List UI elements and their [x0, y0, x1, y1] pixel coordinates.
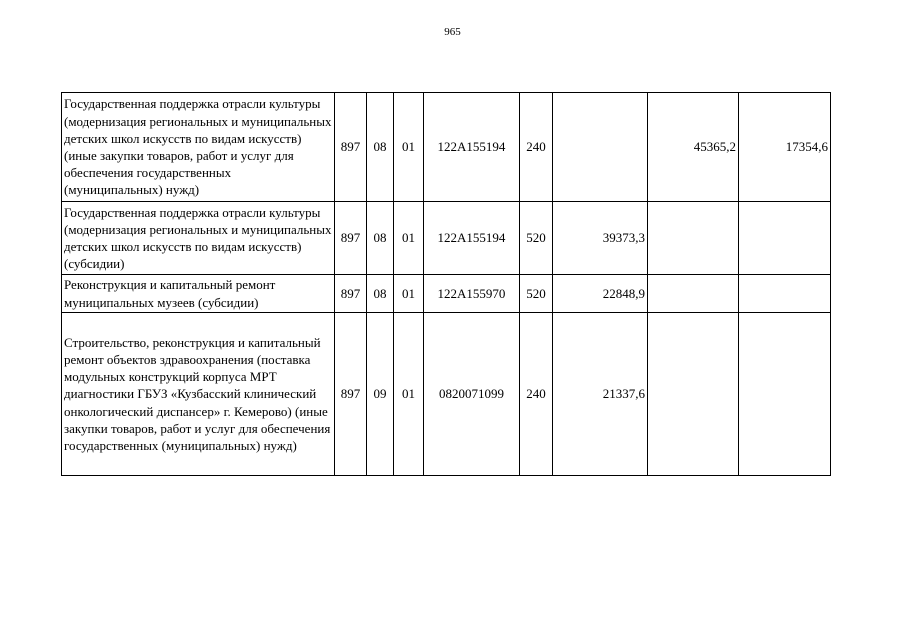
section-code: 08 [367, 202, 394, 275]
table-row [62, 93, 831, 202]
ministry-code: 897 [335, 275, 367, 313]
amount-cell: 45365,2 [648, 93, 739, 202]
amount-cell: 22848,9 [553, 275, 648, 313]
amount-cell [648, 313, 739, 476]
expense-type-code: 240 [520, 93, 553, 202]
target-article-code: 122A155970 [424, 275, 520, 313]
expense-type-code: 520 [520, 275, 553, 313]
amount-cell: 21337,6 [553, 313, 648, 476]
table-row [62, 313, 831, 476]
amount-cell [648, 275, 739, 313]
section-code: 08 [367, 275, 394, 313]
amount-cell [553, 93, 648, 202]
row-description: Реконструкция и капитальный ремонт муниципальных музеев (субсидии) [62, 275, 335, 313]
table-row [62, 275, 831, 313]
budget-table [61, 92, 831, 476]
amount-cell [739, 313, 831, 476]
target-article-code: 0820071099 [424, 313, 520, 476]
amount-cell [739, 275, 831, 313]
subsection-code: 01 [394, 313, 424, 476]
row-description: Государственная поддержка отрасли культуры (модернизация региональных и муниципальных детских школ искусств по видам искусств) (субсидии) [62, 202, 335, 275]
subsection-code: 01 [394, 202, 424, 275]
amount-cell: 39373,3 [553, 202, 648, 275]
subsection-code: 01 [394, 93, 424, 202]
section-code: 09 [367, 313, 394, 476]
ministry-code: 897 [335, 313, 367, 476]
row-description: Строительство, реконструкция и капитальный ремонт объектов здравоохранения (поставка модульных конструкций корпуса МРТ диагностики ГБУЗ «Кузбасский клинический онкологический диспансер» г. Кемерово) (иные закупки товаров, работ и услуг для обеспечения государственных (муниципальных) нужд) [62, 313, 335, 476]
table-row [62, 202, 831, 275]
expense-type-code: 240 [520, 313, 553, 476]
amount-cell [739, 202, 831, 275]
ministry-code: 897 [335, 93, 367, 202]
ministry-code: 897 [335, 202, 367, 275]
expense-type-code: 520 [520, 202, 553, 275]
amount-cell [648, 202, 739, 275]
section-code: 08 [367, 93, 394, 202]
target-article-code: 122A155194 [424, 93, 520, 202]
target-article-code: 122A155194 [424, 202, 520, 275]
row-description: Государственная поддержка отрасли культуры (модернизация региональных и муниципальных детских школ искусств по видам искусств) (иные закупки товаров, работ и услуг для обеспечения государственных (муниципальных) нужд) [62, 93, 335, 202]
subsection-code: 01 [394, 275, 424, 313]
page-number: 965 [444, 26, 461, 38]
amount-cell: 17354,6 [739, 93, 831, 202]
